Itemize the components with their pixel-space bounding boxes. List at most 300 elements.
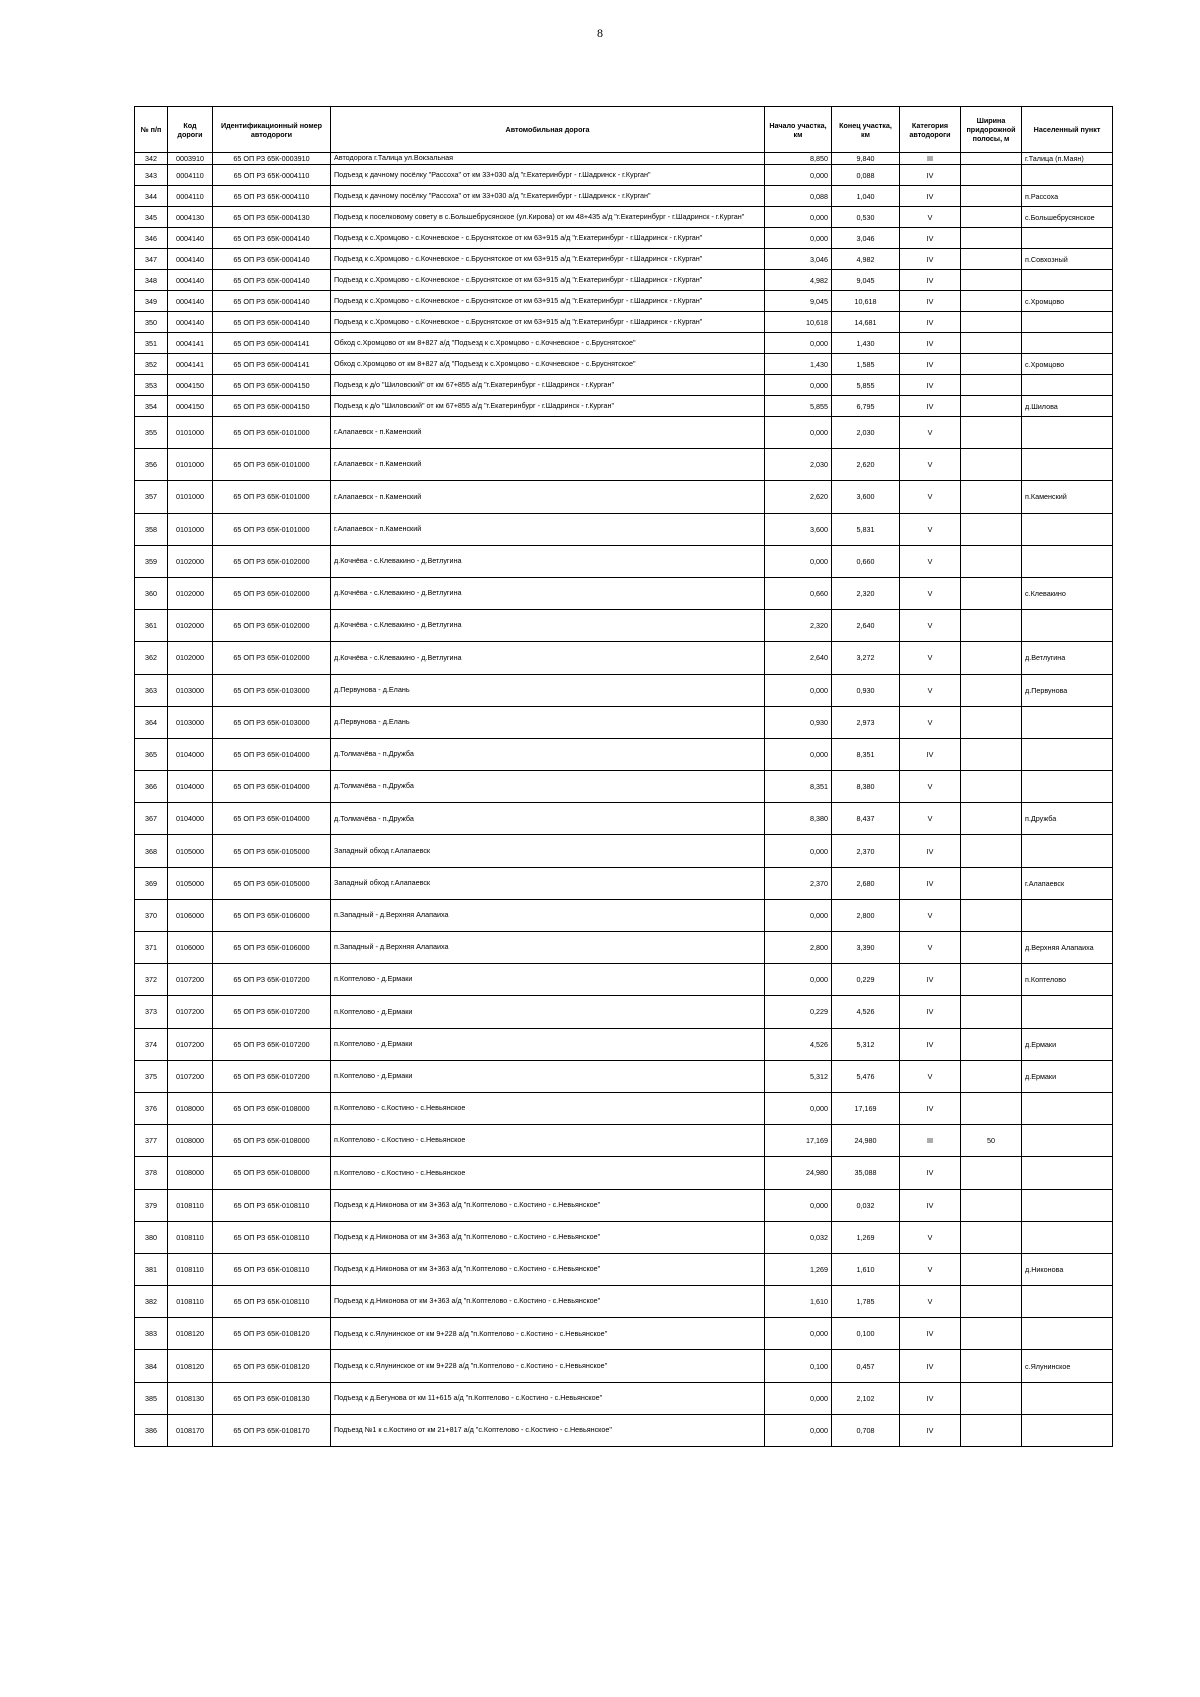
table-row (135, 867, 1113, 899)
cell-width (961, 249, 1022, 270)
cell-num: 380 (135, 1221, 168, 1253)
cell-width (961, 1028, 1022, 1060)
cell-ident: 65 ОП РЗ 65К-0107200 (213, 964, 331, 996)
cell-width (961, 1318, 1022, 1350)
cell-num: 342 (135, 153, 168, 165)
cell-start: 2,800 (765, 932, 832, 964)
cell-ident: 65 ОП РЗ 65К-0004110 (213, 186, 331, 207)
cell-width (961, 165, 1022, 186)
cell-category: IV (900, 835, 961, 867)
cell-settlement (1022, 996, 1113, 1028)
cell-code: 0106000 (168, 899, 213, 931)
cell-num: 361 (135, 610, 168, 642)
cell-settlement: п.Коптелово (1022, 964, 1113, 996)
cell-category: IV (900, 1092, 961, 1124)
table-row (135, 899, 1113, 931)
cell-ident: 65 ОП РЗ 65К-0004110 (213, 165, 331, 186)
cell-end: 8,351 (832, 738, 900, 770)
cell-road: п.Коптелово - с.Костино - с.Невьянское (331, 1157, 765, 1189)
cell-start: 0,000 (765, 375, 832, 396)
cell-ident: 65 ОП РЗ 65К-0107200 (213, 996, 331, 1028)
cell-start: 0,000 (765, 1382, 832, 1414)
cell-width (961, 674, 1022, 706)
cell-ident: 65 ОП РЗ 65К-0108120 (213, 1318, 331, 1350)
cell-settlement: д.Верхняя Алапаиха (1022, 932, 1113, 964)
cell-num: 356 (135, 449, 168, 481)
table-row (135, 771, 1113, 803)
cell-road: Обход с.Хромцово от км 8+827 а/д "Подъезд к с.Хромцово - с.Кочневское - с.Бруснятское" (331, 333, 765, 354)
cell-start: 0,000 (765, 738, 832, 770)
cell-category: IV (900, 291, 961, 312)
cell-num: 383 (135, 1318, 168, 1350)
cell-start: 4,526 (765, 1028, 832, 1060)
table-row (135, 1060, 1113, 1092)
cell-start: 0,000 (765, 674, 832, 706)
cell-end: 0,930 (832, 674, 900, 706)
cell-end: 5,312 (832, 1028, 900, 1060)
cell-num: 385 (135, 1382, 168, 1414)
cell-settlement: с.Большебрусянское (1022, 207, 1113, 228)
cell-width (961, 932, 1022, 964)
cell-road: Подъезд к д.Никонова от км 3+363 а/д "п.Коптелово - с.Костино - с.Невьянское" (331, 1253, 765, 1285)
cell-ident: 65 ОП РЗ 65К-0003910 (213, 153, 331, 165)
cell-settlement (1022, 1157, 1113, 1189)
cell-code: 0004140 (168, 291, 213, 312)
cell-start: 0,000 (765, 417, 832, 449)
cell-start: 0,000 (765, 207, 832, 228)
cell-road: г.Алапаевск - п.Каменский (331, 449, 765, 481)
cell-road: д.Первунова - д.Елань (331, 674, 765, 706)
header-road: Автомобильная дорога (331, 107, 765, 153)
cell-settlement (1022, 449, 1113, 481)
cell-code: 0105000 (168, 835, 213, 867)
cell-start: 0,000 (765, 1414, 832, 1446)
cell-road: Автодорога г.Талица ул.Вокзальная (331, 153, 765, 165)
cell-settlement (1022, 610, 1113, 642)
cell-road: д.Кочнёва - с.Клевакино - д.Ветлугина (331, 545, 765, 577)
cell-settlement (1022, 1318, 1113, 1350)
cell-width (961, 867, 1022, 899)
cell-road: Обход с.Хромцово от км 8+827 а/д "Подъезд к с.Хромцово - с.Кочневское - с.Бруснятское" (331, 354, 765, 375)
cell-category: IV (900, 964, 961, 996)
cell-category: IV (900, 867, 961, 899)
cell-settlement: с.Хромцово (1022, 291, 1113, 312)
cell-num: 360 (135, 577, 168, 609)
cell-num: 376 (135, 1092, 168, 1124)
cell-width (961, 1060, 1022, 1092)
cell-road: Подъезд к д/о "Шиловский" от км 67+855 а/д "г.Екатеринбург - г.Шадринск - г.Курган" (331, 375, 765, 396)
cell-category: V (900, 642, 961, 674)
cell-end: 3,046 (832, 228, 900, 249)
cell-settlement (1022, 1382, 1113, 1414)
cell-ident: 65 ОП РЗ 65К-0004140 (213, 270, 331, 291)
cell-category: V (900, 417, 961, 449)
cell-width (961, 333, 1022, 354)
cell-code: 0106000 (168, 932, 213, 964)
cell-category: IV (900, 1382, 961, 1414)
cell-code: 0108110 (168, 1189, 213, 1221)
cell-width (961, 186, 1022, 207)
cell-start: 4,982 (765, 270, 832, 291)
table-row (135, 1350, 1113, 1382)
cell-ident: 65 ОП РЗ 65К-0106000 (213, 899, 331, 931)
cell-width (961, 899, 1022, 931)
table-row (135, 642, 1113, 674)
cell-width (961, 771, 1022, 803)
cell-settlement (1022, 228, 1113, 249)
cell-settlement: д.Никонова (1022, 1253, 1113, 1285)
cell-num: 354 (135, 396, 168, 417)
cell-road: Подъезд к д/о "Шиловский" от км 67+855 а/д "г.Екатеринбург - г.Шадринск - г.Курган" (331, 396, 765, 417)
cell-end: 2,640 (832, 610, 900, 642)
cell-end: 2,030 (832, 417, 900, 449)
cell-end: 9,840 (832, 153, 900, 165)
cell-ident: 65 ОП РЗ 65К-0004140 (213, 312, 331, 333)
cell-category: IV (900, 396, 961, 417)
cell-code: 0101000 (168, 513, 213, 545)
cell-category: V (900, 1253, 961, 1285)
table-row (135, 835, 1113, 867)
table-row (135, 165, 1113, 186)
cell-road: д.Кочнёва - с.Клевакино - д.Ветлугина (331, 577, 765, 609)
cell-ident: 65 ОП РЗ 65К-0101000 (213, 449, 331, 481)
header-category: Категория автодороги (900, 107, 961, 153)
cell-ident: 65 ОП РЗ 65К-0103000 (213, 674, 331, 706)
cell-num: 373 (135, 996, 168, 1028)
cell-ident: 65 ОП РЗ 65К-0102000 (213, 642, 331, 674)
cell-num: 365 (135, 738, 168, 770)
cell-category: IV (900, 1414, 961, 1446)
cell-width (961, 1157, 1022, 1189)
cell-ident: 65 ОП РЗ 65К-0004150 (213, 396, 331, 417)
cell-code: 0104000 (168, 803, 213, 835)
cell-num: 355 (135, 417, 168, 449)
cell-road: Подъезд к с.Хромцово - с.Кочневское - с.Бруснятское от км 63+915 а/д "г.Екатеринбург - г.Шадринск - г.Курган" (331, 312, 765, 333)
cell-settlement: д.Ермаки (1022, 1028, 1113, 1060)
cell-category: V (900, 1286, 961, 1318)
cell-code: 0004140 (168, 312, 213, 333)
cell-width (961, 375, 1022, 396)
cell-width (961, 642, 1022, 674)
cell-num: 345 (135, 207, 168, 228)
cell-settlement (1022, 375, 1113, 396)
cell-ident: 65 ОП РЗ 65К-0102000 (213, 610, 331, 642)
cell-start: 1,430 (765, 354, 832, 375)
cell-width: 50 (961, 1125, 1022, 1157)
cell-width (961, 481, 1022, 513)
cell-start: 0,000 (765, 545, 832, 577)
cell-width (961, 513, 1022, 545)
cell-road: Западный обход г.Алапаевск (331, 867, 765, 899)
cell-end: 2,973 (832, 706, 900, 738)
cell-settlement (1022, 1414, 1113, 1446)
cell-settlement: д.Первунова (1022, 674, 1113, 706)
cell-code: 0107200 (168, 964, 213, 996)
cell-start: 10,618 (765, 312, 832, 333)
cell-width (961, 1350, 1022, 1382)
cell-end: 6,795 (832, 396, 900, 417)
table-body (135, 153, 1113, 1447)
cell-code: 0108110 (168, 1286, 213, 1318)
roads-table (134, 106, 1113, 1447)
cell-end: 0,457 (832, 1350, 900, 1382)
table-row (135, 1189, 1113, 1221)
cell-width (961, 228, 1022, 249)
cell-width (961, 1092, 1022, 1124)
cell-code: 0004150 (168, 396, 213, 417)
cell-code: 0107200 (168, 996, 213, 1028)
table-row (135, 610, 1113, 642)
cell-ident: 65 ОП РЗ 65К-0004140 (213, 249, 331, 270)
cell-num: 368 (135, 835, 168, 867)
cell-num: 371 (135, 932, 168, 964)
cell-code: 0103000 (168, 706, 213, 738)
cell-code: 0004140 (168, 228, 213, 249)
table-row (135, 291, 1113, 312)
cell-width (961, 964, 1022, 996)
cell-num: 347 (135, 249, 168, 270)
cell-start: 1,610 (765, 1286, 832, 1318)
cell-ident: 65 ОП РЗ 65К-0108110 (213, 1286, 331, 1318)
cell-start: 0,088 (765, 186, 832, 207)
cell-width (961, 153, 1022, 165)
table-row (135, 1414, 1113, 1446)
cell-width (961, 1286, 1022, 1318)
cell-num: 374 (135, 1028, 168, 1060)
cell-category: IV (900, 165, 961, 186)
cell-num: 370 (135, 899, 168, 931)
cell-end: 5,831 (832, 513, 900, 545)
cell-code: 0102000 (168, 577, 213, 609)
cell-ident: 65 ОП РЗ 65К-0004141 (213, 333, 331, 354)
cell-num: 367 (135, 803, 168, 835)
cell-start: 2,620 (765, 481, 832, 513)
table-row (135, 706, 1113, 738)
cell-start: 2,030 (765, 449, 832, 481)
cell-end: 0,229 (832, 964, 900, 996)
cell-road: Подъезд к с.Ялунинское от км 9+228 а/д "п.Коптелово - с.Костино - с.Невьянское" (331, 1350, 765, 1382)
cell-num: 351 (135, 333, 168, 354)
cell-ident: 65 ОП РЗ 65К-0102000 (213, 545, 331, 577)
cell-num: 359 (135, 545, 168, 577)
cell-end: 2,800 (832, 899, 900, 931)
cell-settlement: д.Ермаки (1022, 1060, 1113, 1092)
cell-num: 363 (135, 674, 168, 706)
cell-start: 3,046 (765, 249, 832, 270)
cell-code: 0104000 (168, 738, 213, 770)
cell-start: 8,351 (765, 771, 832, 803)
cell-settlement: п.Рассоха (1022, 186, 1113, 207)
cell-settlement (1022, 706, 1113, 738)
cell-ident: 65 ОП РЗ 65К-0107200 (213, 1060, 331, 1092)
cell-width (961, 449, 1022, 481)
cell-start: 0,000 (765, 1318, 832, 1350)
cell-road: д.Толмачёва - п.Дружба (331, 771, 765, 803)
cell-category: V (900, 610, 961, 642)
cell-ident: 65 ОП РЗ 65К-0004140 (213, 291, 331, 312)
cell-start: 0,000 (765, 835, 832, 867)
cell-start: 0,032 (765, 1221, 832, 1253)
cell-ident: 65 ОП РЗ 65К-0108000 (213, 1157, 331, 1189)
cell-category: IV (900, 1350, 961, 1382)
cell-num: 358 (135, 513, 168, 545)
cell-end: 0,032 (832, 1189, 900, 1221)
cell-width (961, 1189, 1022, 1221)
cell-ident: 65 ОП РЗ 65К-0108000 (213, 1125, 331, 1157)
cell-start: 0,100 (765, 1350, 832, 1382)
cell-settlement (1022, 1221, 1113, 1253)
cell-category: IV (900, 1157, 961, 1189)
cell-end: 17,169 (832, 1092, 900, 1124)
cell-code: 0102000 (168, 545, 213, 577)
cell-width (961, 312, 1022, 333)
cell-code: 0108170 (168, 1414, 213, 1446)
cell-settlement (1022, 899, 1113, 931)
cell-num: 382 (135, 1286, 168, 1318)
cell-ident: 65 ОП РЗ 65К-0108130 (213, 1382, 331, 1414)
cell-width (961, 417, 1022, 449)
cell-category: IV (900, 738, 961, 770)
table-row (135, 207, 1113, 228)
cell-start: 0,229 (765, 996, 832, 1028)
cell-category: IV (900, 1189, 961, 1221)
cell-end: 5,855 (832, 375, 900, 396)
table-row (135, 312, 1113, 333)
table-row (135, 1092, 1113, 1124)
cell-category: IV (900, 270, 961, 291)
cell-end: 5,476 (832, 1060, 900, 1092)
cell-road: Подъезд к дачному посёлку "Рассоха" от км 33+030 а/д "г.Екатеринбург - г.Шадринск - г.Курган" (331, 165, 765, 186)
cell-ident: 65 ОП РЗ 65К-0004150 (213, 375, 331, 396)
cell-end: 1,610 (832, 1253, 900, 1285)
cell-start: 0,000 (765, 165, 832, 186)
cell-category: V (900, 771, 961, 803)
cell-end: 0,530 (832, 207, 900, 228)
cell-num: 377 (135, 1125, 168, 1157)
cell-ident: 65 ОП РЗ 65К-0004130 (213, 207, 331, 228)
cell-width (961, 291, 1022, 312)
cell-ident: 65 ОП РЗ 65К-0004141 (213, 354, 331, 375)
cell-width (961, 803, 1022, 835)
table-row (135, 674, 1113, 706)
table-row (135, 1286, 1113, 1318)
cell-end: 0,088 (832, 165, 900, 186)
cell-width (961, 706, 1022, 738)
cell-road: Западный обход г.Алапаевск (331, 835, 765, 867)
cell-end: 2,370 (832, 835, 900, 867)
cell-num: 372 (135, 964, 168, 996)
cell-ident: 65 ОП РЗ 65К-0103000 (213, 706, 331, 738)
table-row (135, 1125, 1113, 1157)
cell-road: п.Коптелово - д.Ермаки (331, 996, 765, 1028)
cell-road: Подъезд к д.Никонова от км 3+363 а/д "п.Коптелово - с.Костино - с.Невьянское" (331, 1221, 765, 1253)
cell-category: IV (900, 249, 961, 270)
cell-num: 364 (135, 706, 168, 738)
cell-road: г.Алапаевск - п.Каменский (331, 481, 765, 513)
cell-end: 24,980 (832, 1125, 900, 1157)
table-row (135, 1382, 1113, 1414)
cell-width (961, 610, 1022, 642)
cell-num: 357 (135, 481, 168, 513)
cell-settlement: г.Алапаевск (1022, 867, 1113, 899)
cell-num: 352 (135, 354, 168, 375)
cell-road: Подъезд к с.Хромцово - с.Кочневское - с.Бруснятское от км 63+915 а/д "г.Екатеринбург - г.Шадринск - г.Курган" (331, 270, 765, 291)
cell-settlement: с.Клевакино (1022, 577, 1113, 609)
cell-category: V (900, 803, 961, 835)
table-row (135, 354, 1113, 375)
cell-start: 0,660 (765, 577, 832, 609)
page-number: 8 (597, 26, 603, 40)
table-row (135, 270, 1113, 291)
cell-code: 0108120 (168, 1318, 213, 1350)
cell-category: IV (900, 1318, 961, 1350)
cell-ident: 65 ОП РЗ 65К-0104000 (213, 771, 331, 803)
cell-width (961, 1221, 1022, 1253)
cell-settlement (1022, 312, 1113, 333)
cell-category: V (900, 932, 961, 964)
cell-category: V (900, 899, 961, 931)
cell-road: Подъезд к д.Никонова от км 3+363 а/д "п.Коптелово - с.Костино - с.Невьянское" (331, 1189, 765, 1221)
table-row (135, 932, 1113, 964)
table-row (135, 738, 1113, 770)
cell-category: IV (900, 186, 961, 207)
table-row (135, 1157, 1113, 1189)
cell-code: 0108110 (168, 1221, 213, 1253)
cell-ident: 65 ОП РЗ 65К-0105000 (213, 835, 331, 867)
cell-num: 353 (135, 375, 168, 396)
cell-road: п.Коптелово - с.Костино - с.Невьянское (331, 1125, 765, 1157)
cell-road: г.Алапаевск - п.Каменский (331, 513, 765, 545)
cell-road: п.Западный - д.Верхняя Алапаиха (331, 899, 765, 931)
cell-width (961, 545, 1022, 577)
table-row (135, 153, 1113, 165)
cell-end: 1,585 (832, 354, 900, 375)
cell-end: 1,430 (832, 333, 900, 354)
cell-width (961, 738, 1022, 770)
cell-ident: 65 ОП РЗ 65К-0104000 (213, 738, 331, 770)
cell-code: 0004140 (168, 270, 213, 291)
table-row (135, 1253, 1113, 1285)
table-row (135, 1221, 1113, 1253)
cell-code: 0003910 (168, 153, 213, 165)
cell-code: 0108000 (168, 1092, 213, 1124)
cell-ident: 65 ОП РЗ 65К-0108170 (213, 1414, 331, 1446)
cell-width (961, 270, 1022, 291)
cell-start: 17,169 (765, 1125, 832, 1157)
cell-category: V (900, 449, 961, 481)
cell-start: 2,320 (765, 610, 832, 642)
cell-code: 0004150 (168, 375, 213, 396)
header-num: № п/п (135, 107, 168, 153)
cell-code: 0108130 (168, 1382, 213, 1414)
cell-end: 9,045 (832, 270, 900, 291)
cell-settlement: п.Каменский (1022, 481, 1113, 513)
table-row (135, 375, 1113, 396)
cell-end: 1,040 (832, 186, 900, 207)
cell-ident: 65 ОП РЗ 65К-0108000 (213, 1092, 331, 1124)
table-row (135, 577, 1113, 609)
cell-start: 9,045 (765, 291, 832, 312)
cell-code: 0101000 (168, 481, 213, 513)
cell-road: Подъезд к с.Хромцово - с.Кочневское - с.Бруснятское от км 63+915 а/д "г.Екатеринбург - г.Шадринск - г.Курган" (331, 228, 765, 249)
cell-category: III (900, 1125, 961, 1157)
cell-ident: 65 ОП РЗ 65К-0004140 (213, 228, 331, 249)
cell-num: 384 (135, 1350, 168, 1382)
cell-start: 3,600 (765, 513, 832, 545)
cell-road: п.Коптелово - с.Костино - с.Невьянское (331, 1092, 765, 1124)
cell-code: 0004140 (168, 249, 213, 270)
cell-end: 14,681 (832, 312, 900, 333)
